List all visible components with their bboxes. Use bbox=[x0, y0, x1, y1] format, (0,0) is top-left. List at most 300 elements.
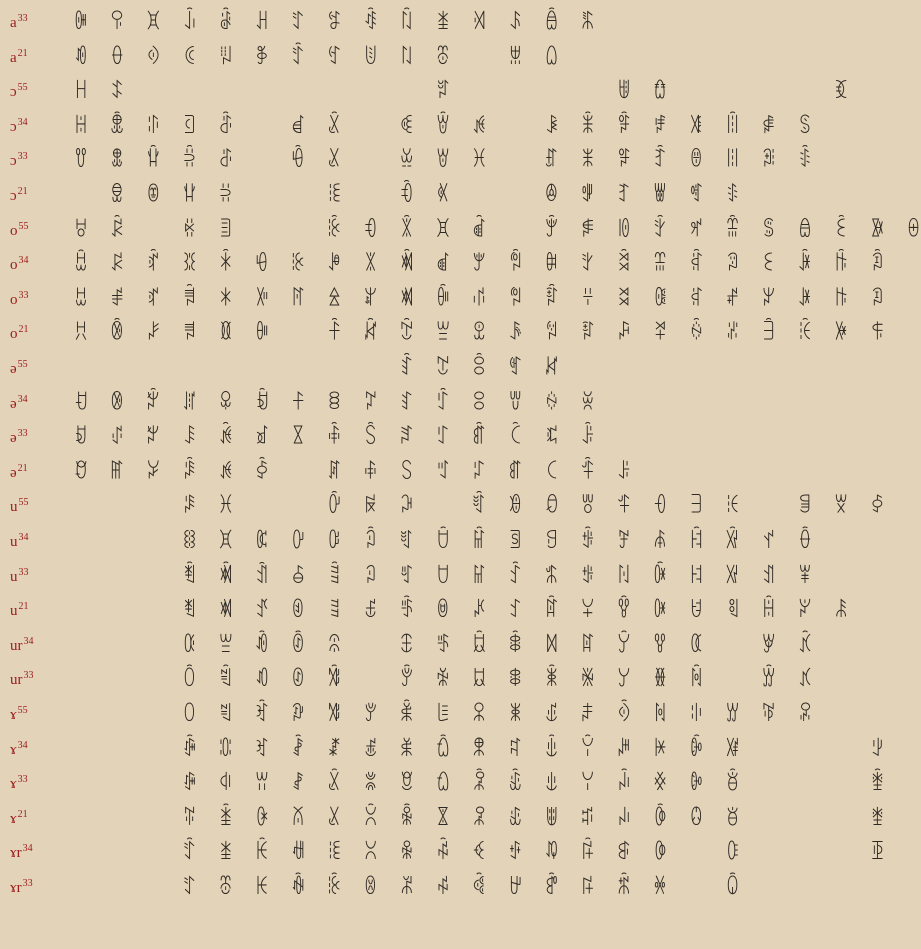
syllable-glyph: ꈩ bbox=[689, 183, 704, 208]
syllable-row bbox=[0, 836, 921, 870]
syllable-glyph: ꉑ bbox=[508, 356, 523, 381]
syllable-glyph: ꈱ bbox=[508, 460, 523, 485]
syllable-glyph: ꇥ bbox=[363, 875, 378, 900]
row-tone: 34 bbox=[18, 255, 29, 267]
row-rime: ə bbox=[10, 361, 17, 377]
syllable-glyph: ꀌ bbox=[761, 598, 776, 623]
row-label bbox=[10, 6, 66, 40]
syllable-glyph: ꆍ bbox=[435, 79, 451, 104]
syllable-glyph: ꇒ bbox=[399, 217, 414, 243]
syllable-glyph: ꈰ bbox=[472, 425, 487, 450]
syllable-glyph: ꉘ bbox=[508, 598, 523, 623]
syllable-glyph: ꇣ bbox=[363, 806, 378, 831]
syllable-glyph: ꂘ bbox=[508, 321, 523, 346]
syllable-glyph: ꄭ bbox=[182, 563, 197, 589]
row-rime: ɤ bbox=[10, 776, 17, 793]
syllable-glyph: ꏅ bbox=[725, 494, 740, 519]
syllable-glyph: ꈳ bbox=[472, 529, 487, 554]
row-rime: u bbox=[10, 603, 18, 620]
syllable-row bbox=[0, 144, 921, 178]
row-label bbox=[10, 871, 66, 905]
syllable-glyph: ꁞ bbox=[218, 529, 233, 554]
syllable-glyph: ꆓ bbox=[399, 529, 414, 554]
syllable-glyph: ꁥ bbox=[218, 771, 233, 796]
syllable-glyph: ꌦ bbox=[616, 667, 632, 692]
syllable-glyph: ꍓ bbox=[544, 771, 559, 796]
syllable-row bbox=[0, 421, 921, 455]
syllable-glyph: ꅝ bbox=[508, 287, 523, 312]
row-tone: 34 bbox=[17, 739, 28, 751]
syllable-glyph: ꉗ bbox=[508, 563, 523, 589]
syllable-glyph: ꀄ bbox=[73, 460, 89, 485]
syllable-glyph: ꁤ bbox=[218, 736, 233, 762]
row-label bbox=[10, 144, 66, 178]
syllable-glyph: ꁔ bbox=[218, 114, 233, 139]
syllable-glyph: ꇲ bbox=[508, 494, 523, 519]
syllable-glyph: ꂳ bbox=[110, 390, 125, 416]
syllable-glyph: ꁧ bbox=[218, 840, 233, 865]
syllable-glyph: ꈫ bbox=[616, 252, 632, 277]
syllable-glyph: ꆒ bbox=[472, 494, 487, 519]
syllable-glyph: ꆊ bbox=[544, 252, 559, 277]
syllable-glyph: ꄳ bbox=[797, 702, 813, 727]
syllable-row bbox=[0, 352, 921, 386]
syllable-glyph: ꈺ bbox=[472, 771, 487, 796]
syllable-glyph: ꎋ bbox=[653, 667, 668, 692]
syllable-glyph: ꂕ bbox=[544, 217, 559, 243]
syllable-glyph: ꎒ bbox=[616, 875, 632, 900]
syllable-glyph: ꆑ bbox=[435, 460, 451, 485]
syllable-glyph: ꀅ bbox=[254, 460, 270, 485]
row-label bbox=[10, 352, 66, 386]
syllable-glyph: ꊗ bbox=[399, 148, 414, 173]
syllable-glyph: ꏄ bbox=[797, 321, 813, 346]
syllable-glyph: ꁏ bbox=[73, 10, 89, 35]
syllable-glyph: ꌛ bbox=[689, 252, 704, 277]
syllable-glyph: ꎃ bbox=[725, 252, 740, 277]
syllable-row bbox=[0, 317, 921, 351]
syllable-glyph: ꆝ bbox=[399, 875, 414, 900]
syllable-glyph: ꀎ bbox=[73, 148, 89, 173]
syllable-glyph: ꀶ bbox=[472, 217, 487, 243]
syllable-glyph: ꌟ bbox=[580, 425, 595, 450]
syllable-glyph: ꎌ bbox=[616, 702, 632, 727]
syllable-glyph: ꊦ bbox=[327, 667, 342, 692]
syllable-glyph: ꄤ bbox=[218, 217, 233, 243]
row-label bbox=[10, 456, 66, 490]
syllable-glyph: ꊩ bbox=[327, 771, 342, 796]
syllable-glyph: ꐀ bbox=[870, 217, 885, 243]
syllable-row bbox=[0, 663, 921, 697]
row-rime: o bbox=[10, 326, 18, 343]
syllable-row bbox=[0, 41, 921, 75]
syllable-row bbox=[0, 733, 921, 767]
syllable-glyph: ꀐ bbox=[254, 633, 270, 658]
syllable-glyph: ꀉ bbox=[254, 563, 270, 589]
syllable-glyph: ꈼ bbox=[472, 840, 487, 865]
syllable-glyph: ꎑ bbox=[616, 840, 632, 865]
syllable-glyph: ꌺ bbox=[508, 10, 523, 35]
syllable-row bbox=[0, 387, 921, 421]
syllable-glyph: ꌥ bbox=[616, 633, 632, 658]
syllable-glyph: ꊝ bbox=[544, 356, 559, 381]
syllable-glyph: ꐊ bbox=[689, 771, 704, 796]
syllable-glyph: ꀞ bbox=[73, 217, 89, 243]
syllable-glyph: ꇀ bbox=[399, 10, 414, 35]
syllable-glyph: ꇻ bbox=[435, 806, 451, 831]
syllable-glyph: ꊪ bbox=[327, 806, 342, 831]
syllable-glyph: ꂶ bbox=[797, 529, 813, 554]
syllable-glyph: ꊘ bbox=[399, 183, 414, 208]
syllable-glyph: ꁕ bbox=[218, 148, 233, 173]
syllable-glyph: ꃶ bbox=[834, 79, 849, 104]
row-label bbox=[10, 663, 66, 697]
row-rime: ə bbox=[10, 464, 17, 481]
syllable-glyph: ꁦ bbox=[218, 806, 233, 831]
syllable-glyph: ꁣ bbox=[218, 702, 233, 727]
syllable-glyph: ꊷ bbox=[291, 633, 306, 658]
syllable-glyph: ꄶ bbox=[182, 806, 197, 831]
syllable-row bbox=[0, 456, 921, 490]
syllable-glyph: ꐈ bbox=[689, 702, 704, 727]
row-tone: 34 bbox=[17, 393, 28, 405]
syllable-glyph: ꄣ bbox=[218, 183, 233, 208]
syllable-row bbox=[0, 698, 921, 732]
syllable-glyph: ꀾ bbox=[472, 321, 487, 346]
syllable-glyph: ꆕ bbox=[399, 598, 414, 623]
syllable-glyph: ꇤ bbox=[363, 840, 378, 865]
syllable-glyph: ꇵ bbox=[435, 598, 451, 623]
syllable-glyph: ꄧ bbox=[182, 321, 197, 346]
syllable-glyph: ꊱ bbox=[291, 425, 306, 450]
syllable-glyph: ꑤ bbox=[725, 736, 740, 762]
row-tone: 33 bbox=[18, 566, 29, 578]
syllable-glyph: ꄯ bbox=[834, 598, 849, 623]
row-label bbox=[10, 75, 66, 109]
syllable-glyph: ꃠ bbox=[146, 425, 161, 450]
syllable-glyph: ꄷ bbox=[182, 840, 197, 865]
syllable-glyph: ꌗ bbox=[797, 114, 813, 139]
row-label bbox=[10, 733, 66, 767]
syllable-glyph: ꊲ bbox=[327, 460, 342, 485]
syllable-glyph: ꉙ bbox=[544, 633, 559, 658]
syllable-glyph: ꏈ bbox=[653, 598, 668, 623]
syllable-glyph: ꉝ bbox=[508, 771, 523, 796]
syllable-glyph: ꈧ bbox=[725, 114, 740, 139]
syllable-glyph: ꑘ bbox=[544, 44, 559, 70]
row-rime: ə bbox=[10, 395, 17, 412]
row-label bbox=[10, 594, 66, 628]
syllable-glyph: ꁘ bbox=[218, 287, 233, 312]
row-rime: a bbox=[10, 49, 17, 66]
syllable-glyph: ꍐ bbox=[580, 667, 595, 692]
syllable-glyph: ꄸ bbox=[291, 10, 306, 35]
syllable-glyph: ꄵ bbox=[182, 771, 197, 796]
syllable-glyph: ꇞ bbox=[399, 633, 414, 658]
syllable-glyph: ꄩ bbox=[182, 425, 197, 450]
syllable-glyph: ꌫ bbox=[580, 840, 595, 865]
syllable-glyph: ꌧ bbox=[580, 702, 595, 727]
syllable-glyph: ꊾ bbox=[291, 875, 306, 900]
syllable-glyph: ꈹ bbox=[472, 736, 487, 762]
syllable-glyph: ꊴ bbox=[291, 529, 306, 554]
syllable-row bbox=[0, 802, 921, 836]
syllable-glyph: ꉎ bbox=[327, 10, 342, 35]
syllable-glyph: ꀔ bbox=[254, 736, 270, 762]
row-tone: 33 bbox=[22, 878, 33, 889]
syllable-glyph: ꆉ bbox=[616, 217, 632, 243]
syllable-glyph: ꇘ bbox=[363, 425, 378, 450]
syllable-glyph: ꀭ bbox=[182, 10, 197, 35]
syllable-row bbox=[0, 248, 921, 282]
syllable-glyph: ꌜ bbox=[689, 287, 704, 312]
syllable-glyph: ꏐ bbox=[653, 875, 668, 900]
syllable-glyph: ꁞ bbox=[435, 217, 451, 243]
syllable-glyph: ꏉ bbox=[689, 633, 704, 658]
syllable-glyph: ꍃ bbox=[761, 148, 776, 173]
row-rime: ur bbox=[10, 672, 23, 689]
syllable-glyph: ꊛ bbox=[327, 287, 342, 312]
row-tone: 33 bbox=[18, 289, 29, 301]
row-rime: ɔ bbox=[10, 84, 17, 101]
row-tone: 34 bbox=[17, 116, 28, 128]
row-label bbox=[10, 629, 66, 663]
syllable-glyph: ꁧ bbox=[435, 10, 451, 35]
syllable-row bbox=[0, 871, 921, 905]
syllable-glyph: ꊞ bbox=[327, 390, 342, 416]
syllable-glyph: ꎐ bbox=[616, 806, 632, 831]
syllable-glyph: ꊧ bbox=[327, 702, 342, 727]
row-rime: ɤr bbox=[10, 845, 22, 862]
syllable-glyph: ꁡ bbox=[218, 633, 233, 658]
syllable-glyph: ꈮ bbox=[472, 356, 487, 381]
syllable-glyph: ꐂ bbox=[797, 287, 813, 312]
syllable-glyph: ꁚ bbox=[218, 390, 233, 416]
syllable-glyph: ꇼ bbox=[435, 840, 451, 865]
syllable-glyph: ꇔ bbox=[363, 287, 378, 312]
syllable-glyph: ꁨ bbox=[435, 44, 451, 70]
syllable-glyph: ꊠ bbox=[363, 460, 378, 485]
syllable-glyph: ꆐ bbox=[399, 425, 414, 450]
syllable-glyph: ꉛ bbox=[508, 702, 523, 727]
syllable-glyph: ꉠ bbox=[508, 875, 523, 900]
syllable-glyph: ꄴ bbox=[182, 736, 197, 762]
syllable-glyph: ꆇ bbox=[653, 148, 668, 173]
syllable-glyph: ꁛ bbox=[218, 425, 233, 450]
syllable-glyph: ꉒ bbox=[508, 390, 523, 416]
syllable-glyph: ꍄ bbox=[725, 217, 740, 243]
syllable-glyph: ꂸ bbox=[797, 563, 813, 589]
syllable-glyph: ꂖ bbox=[472, 252, 487, 277]
row-tone: 33 bbox=[17, 13, 28, 24]
row-rime: u bbox=[10, 499, 18, 516]
row-label bbox=[10, 179, 66, 213]
syllable-glyph: ꇝ bbox=[363, 598, 378, 623]
syllable-glyph: ꀘ bbox=[254, 875, 270, 900]
row-tone: 21 bbox=[17, 186, 28, 197]
syllable-glyph: ꃨ bbox=[870, 806, 885, 831]
syllable-glyph: ꆘ bbox=[399, 702, 414, 727]
syllable-glyph: ꇚ bbox=[399, 494, 414, 519]
syllable-glyph: ꇬ bbox=[580, 252, 595, 277]
syllable-glyph: ꆗ bbox=[435, 667, 451, 692]
syllable-glyph: ꅙ bbox=[616, 148, 632, 173]
syllable-glyph: ꁟ bbox=[399, 252, 414, 277]
row-tone: 34 bbox=[18, 532, 29, 543]
syllable-glyph: ꑞ bbox=[725, 529, 740, 554]
syllable-glyph: ꀂ bbox=[73, 425, 89, 450]
syllable-glyph: ꎄ bbox=[725, 287, 740, 312]
syllable-glyph: ꑥ bbox=[725, 771, 740, 796]
syllable-row bbox=[0, 179, 921, 213]
syllable-glyph: ꊥ bbox=[327, 633, 342, 658]
syllable-glyph: ꃛ bbox=[182, 217, 197, 243]
syllable-glyph: ꂹ bbox=[363, 44, 378, 70]
syllable-glyph: ꆆ bbox=[653, 114, 668, 139]
syllable-glyph: ꇴ bbox=[435, 563, 451, 589]
syllable-glyph: ꄦ bbox=[182, 287, 197, 312]
row-rime: ɤ bbox=[10, 810, 17, 827]
syllable-glyph: ꇺ bbox=[435, 771, 451, 796]
syllable-glyph: ꏊ bbox=[689, 667, 704, 692]
row-label bbox=[10, 525, 66, 559]
syllable-glyph: ꎎ bbox=[616, 736, 632, 762]
syllable-glyph: ꀺ bbox=[254, 252, 270, 277]
syllable-glyph: ꍅ bbox=[653, 252, 668, 277]
syllable-glyph: ꌡ bbox=[653, 494, 668, 519]
syllable-row bbox=[0, 767, 921, 801]
syllable-glyph: ꅘ bbox=[616, 114, 632, 139]
syllable-glyph: ꄸ bbox=[182, 875, 197, 900]
syllable-glyph: ꇐ bbox=[435, 148, 451, 173]
syllable-glyph: ꀒ bbox=[254, 667, 270, 692]
syllable-glyph: ꁗ bbox=[218, 252, 233, 277]
syllable-glyph: ꉜ bbox=[508, 736, 523, 762]
syllable-glyph: ꀸ bbox=[291, 114, 306, 139]
syllable-glyph: ꊺ bbox=[291, 736, 306, 762]
syllable-glyph: ꇢ bbox=[363, 771, 378, 796]
syllable-glyph: ꏁ bbox=[834, 217, 849, 243]
syllable-glyph: ꎈ bbox=[616, 563, 632, 589]
syllable-glyph: ꏂ bbox=[761, 252, 776, 277]
syllable-glyph: ꁵ bbox=[110, 79, 125, 104]
syllable-glyph: ꆖ bbox=[435, 633, 451, 658]
syllable-glyph: ꃤ bbox=[797, 667, 813, 692]
syllable-glyph: ꆋ bbox=[544, 287, 559, 312]
syllable-glyph: ꅜ bbox=[508, 252, 523, 277]
syllable-glyph: ꁠ bbox=[218, 598, 233, 623]
row-rime: ə bbox=[10, 430, 17, 447]
syllable-glyph: ꄮ bbox=[182, 598, 197, 623]
syllable-row bbox=[0, 490, 921, 524]
syllable-glyph: ꊤ bbox=[327, 598, 342, 623]
syllable-glyph: ꈽ bbox=[472, 875, 487, 900]
syllable-glyph: ꎁ bbox=[544, 10, 559, 35]
row-label bbox=[10, 110, 66, 144]
syllable-glyph: ꄨ bbox=[182, 390, 197, 416]
syllable-glyph: ꇜ bbox=[363, 563, 378, 589]
syllable-glyph: ꀆ bbox=[870, 494, 885, 519]
syllable-glyph: ꍖ bbox=[544, 875, 559, 900]
syllable-glyph: ꊵ bbox=[291, 563, 306, 589]
syllable-row bbox=[0, 560, 921, 594]
syllable-glyph: ꍔ bbox=[544, 806, 559, 831]
row-tone: 21 bbox=[17, 462, 28, 474]
syllable-glyph: ꀋ bbox=[254, 598, 270, 623]
syllable-glyph: ꅛ bbox=[580, 217, 595, 243]
syllable-row bbox=[0, 6, 921, 40]
syllable-glyph: ꑚ bbox=[834, 252, 849, 277]
syllable-glyph: ꏏ bbox=[653, 840, 668, 865]
row-rime: ɤr bbox=[10, 880, 22, 896]
syllable-glyph: ꊶ bbox=[291, 598, 306, 623]
row-tone: 34 bbox=[22, 843, 33, 855]
syllable-glyph: ꂴ bbox=[110, 425, 125, 450]
syllable-glyph: ꑟ bbox=[725, 563, 740, 589]
syllable-glyph: ꃍ bbox=[653, 79, 668, 104]
syllable-glyph: ꄬ bbox=[182, 529, 197, 554]
syllable-glyph: ꌞ bbox=[580, 390, 595, 416]
syllable-glyph: ꁨ bbox=[218, 875, 233, 900]
syllable-glyph: ꊟ bbox=[327, 425, 342, 450]
syllable-glyph: ꀕ bbox=[254, 771, 270, 796]
row-tone: 21 bbox=[17, 47, 28, 59]
syllable-glyph: ꆔ bbox=[399, 563, 414, 589]
syllable-glyph: ꇹ bbox=[435, 736, 451, 762]
syllable-glyph: ꀢ bbox=[870, 252, 885, 277]
row-tone: 33 bbox=[17, 774, 28, 786]
syllable-glyph: ꑝ bbox=[834, 494, 849, 519]
row-label bbox=[10, 560, 66, 594]
syllable-glyph: ꌢ bbox=[580, 529, 595, 554]
syllable-glyph: ꄪ bbox=[182, 460, 197, 485]
syllable-glyph: ꁞ bbox=[146, 10, 161, 35]
syllable-glyph: ꍍ bbox=[544, 563, 559, 589]
syllable-glyph: ꎍ bbox=[146, 44, 161, 70]
syllable-glyph: ꊭ bbox=[291, 252, 306, 277]
syllable-glyph: ꊖ bbox=[399, 114, 414, 139]
syllable-glyph: ꌩ bbox=[580, 771, 595, 796]
syllable-glyph: ꊽ bbox=[291, 840, 306, 865]
syllable-glyph: ꌚ bbox=[761, 217, 776, 243]
syllable-glyph: ꆌ bbox=[580, 321, 595, 346]
syllable-glyph: ꊫ bbox=[327, 183, 342, 208]
syllable-glyph: ꉓ bbox=[508, 425, 523, 450]
syllable-glyph: ꁠ bbox=[399, 287, 414, 312]
syllable-glyph: ꃧ bbox=[870, 771, 885, 796]
syllable-glyph: ꍆ bbox=[653, 287, 668, 312]
syllable-glyph: ꊣ bbox=[327, 563, 342, 589]
syllable-glyph: ꑙ bbox=[906, 217, 921, 243]
syllable-glyph: ꎊ bbox=[653, 633, 668, 658]
syllable-glyph: ꃩ bbox=[870, 840, 885, 865]
row-label bbox=[10, 248, 66, 282]
syllable-glyph: ꎅ bbox=[761, 321, 776, 346]
syllable-glyph: ꈴ bbox=[472, 563, 487, 589]
row-label bbox=[10, 317, 66, 351]
syllable-glyph: ꐇ bbox=[689, 598, 704, 623]
syllable-glyph: ꂍ bbox=[616, 79, 632, 104]
syllable-glyph: ꍏ bbox=[580, 633, 595, 658]
syllable-glyph: ꊹ bbox=[291, 702, 306, 727]
syllable-glyph: ꃘ bbox=[146, 114, 161, 139]
syllable-glyph: ꂺ bbox=[363, 10, 378, 35]
row-rime: ɔ bbox=[10, 118, 17, 135]
syllable-glyph: ꁡ bbox=[435, 321, 451, 346]
syllable-glyph: ꃞ bbox=[146, 321, 161, 346]
syllable-glyph: ꃢ bbox=[797, 598, 813, 623]
syllable-glyph: ꎆ bbox=[689, 494, 704, 519]
